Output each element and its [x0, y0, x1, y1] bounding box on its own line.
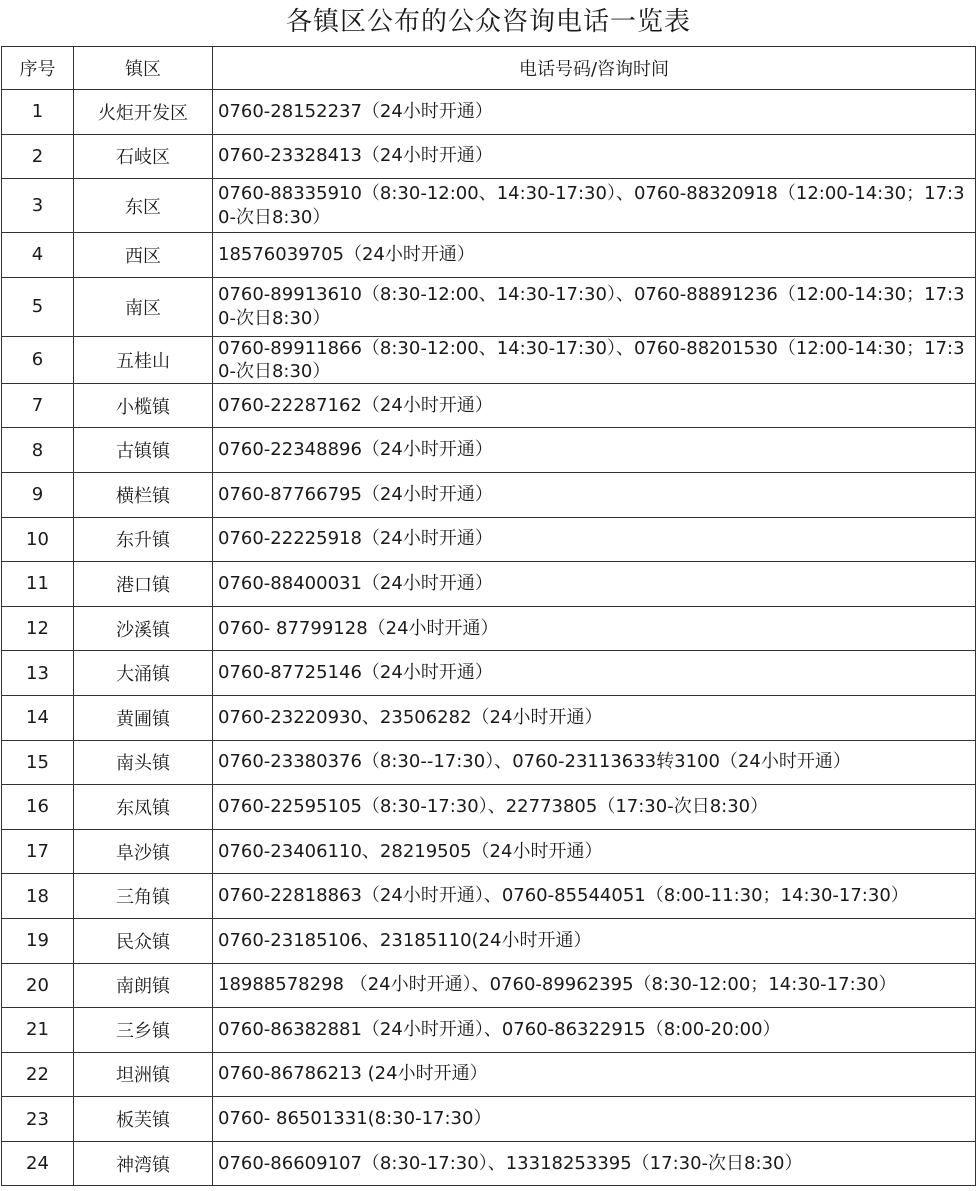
- table-row: [2, 740, 976, 785]
- page-title: 各镇区公布的公众咨询电话一览表: [285, 7, 691, 37]
- row-phone: 0760-23220930、23506282（24小时开通）: [213, 695, 976, 740]
- table-row: [2, 562, 976, 607]
- row-number: 7: [2, 383, 74, 428]
- row-town: 东凤镇: [74, 785, 213, 830]
- table-row: [2, 1097, 976, 1142]
- table-row: [2, 428, 976, 473]
- table-header-row: [2, 47, 976, 90]
- row-number: 10: [2, 517, 74, 562]
- row-town: 沙溪镇: [74, 606, 213, 651]
- table-row: [2, 963, 976, 1008]
- row-town: 大涌镇: [74, 651, 213, 696]
- row-number: 22: [2, 1052, 74, 1097]
- table-row: [2, 918, 976, 963]
- row-phone: 0760-87725146（24小时开通）: [213, 651, 976, 696]
- table-row: [2, 179, 976, 233]
- row-phone: 0760-22818863（24小时开通）、0760-85544051（8:00-11:30；14:30-17:30）: [213, 874, 976, 919]
- row-number: 17: [2, 829, 74, 874]
- row-town: 民众镇: [74, 918, 213, 963]
- row-phone: 0760-23185106、23185110(24小时开通）: [213, 918, 976, 963]
- table-row: [2, 695, 976, 740]
- row-phone: 0760-89911866（8:30-12:00、14:30-17:30）、0760-88201530（12:00-14:30；17:30-次日8:30）: [213, 336, 976, 383]
- row-phone: 0760-87766795（24小时开通）: [213, 472, 976, 517]
- row-number: 24: [2, 1141, 74, 1186]
- table-row: [2, 651, 976, 696]
- row-number: 14: [2, 695, 74, 740]
- row-town: 东区: [74, 179, 213, 233]
- table-row: [2, 1141, 976, 1186]
- row-phone: 0760-23380376（8:30--17:30）、0760-23113633转3100（24小时开通）: [213, 740, 976, 785]
- table-row: [2, 277, 976, 336]
- row-number: 2: [2, 134, 74, 179]
- row-town: 南区: [74, 277, 213, 336]
- row-phone: 0760-22348896（24小时开通）: [213, 428, 976, 473]
- row-phone: 0760-22225918（24小时开通）: [213, 517, 976, 562]
- row-town: 横栏镇: [74, 472, 213, 517]
- header-serial-number: 序号: [2, 47, 74, 90]
- table-row: [2, 1008, 976, 1053]
- row-number: 23: [2, 1097, 74, 1142]
- table-row: [2, 874, 976, 919]
- row-phone: 0760-22595105（8:30-17:30）、22773805（17:30-次日8:30）: [213, 785, 976, 830]
- table-row: [2, 1052, 976, 1097]
- row-number: 20: [2, 963, 74, 1008]
- table-row: [2, 233, 976, 278]
- row-town: 港口镇: [74, 562, 213, 607]
- row-number: 1: [2, 90, 74, 135]
- row-town: 小榄镇: [74, 383, 213, 428]
- row-phone: 0760-88335910（8:30-12:00、14:30-17:30）、0760-88320918（12:00-14:30；17:30-次日8:30）: [213, 179, 976, 233]
- row-phone: 18576039705（24小时开通）: [213, 233, 976, 278]
- row-town: 坦洲镇: [74, 1052, 213, 1097]
- row-number: 15: [2, 740, 74, 785]
- header-town: 镇区: [74, 47, 213, 90]
- row-number: 5: [2, 277, 74, 336]
- row-phone: 0760-28152237（24小时开通）: [213, 90, 976, 135]
- table-row: [2, 134, 976, 179]
- row-phone: 0760-23406110、28219505（24小时开通）: [213, 829, 976, 874]
- row-town: 黄圃镇: [74, 695, 213, 740]
- row-phone: 18988578298 （24小时开通）、0760-89962395（8:30-12:00；14:30-17:30）: [213, 963, 976, 1008]
- table-row: [2, 606, 976, 651]
- table-row: [2, 785, 976, 830]
- row-number: 6: [2, 336, 74, 383]
- row-town: 神湾镇: [74, 1141, 213, 1186]
- row-town: 西区: [74, 233, 213, 278]
- table-row: [2, 90, 976, 135]
- row-number: 4: [2, 233, 74, 278]
- row-phone: 0760- 87799128（24小时开通）: [213, 606, 976, 651]
- row-town: 南朗镇: [74, 963, 213, 1008]
- row-number: 9: [2, 472, 74, 517]
- row-phone: 0760-22287162（24小时开通）: [213, 383, 976, 428]
- table-row: [2, 383, 976, 428]
- row-town: 三乡镇: [74, 1008, 213, 1053]
- row-town: 阜沙镇: [74, 829, 213, 874]
- hotline-table: [1, 46, 976, 1186]
- row-town: 五桂山: [74, 336, 213, 383]
- row-number: 18: [2, 874, 74, 919]
- table-row: [2, 517, 976, 562]
- row-phone: 0760-86786213 (24小时开通）: [213, 1052, 976, 1097]
- row-town: 古镇镇: [74, 428, 213, 473]
- row-number: 11: [2, 562, 74, 607]
- row-phone: 0760- 86501331(8:30-17:30）: [213, 1097, 976, 1142]
- row-phone: 0760-88400031（24小时开通）: [213, 562, 976, 607]
- row-number: 16: [2, 785, 74, 830]
- row-town: 三角镇: [74, 874, 213, 919]
- row-town: 石岐区: [74, 134, 213, 179]
- row-town: 板芙镇: [74, 1097, 213, 1142]
- row-number: 21: [2, 1008, 74, 1053]
- row-number: 19: [2, 918, 74, 963]
- row-town: 火炬开发区: [74, 90, 213, 135]
- table-row: [2, 472, 976, 517]
- row-phone: 0760-86382881（24小时开通）、0760-86322915（8:00-20:00）: [213, 1008, 976, 1053]
- row-town: 南头镇: [74, 740, 213, 785]
- row-phone: 0760-86609107（8:30-17:30）、13318253395（17:30-次日8:30）: [213, 1141, 976, 1186]
- table-row: [2, 336, 976, 383]
- table-row: [2, 829, 976, 874]
- header-phone-hours: 电话号码/咨询时间: [213, 47, 976, 90]
- row-phone: 0760-89913610（8:30-12:00、14:30-17:30）、0760-88891236（12:00-14:30；17:30-次日8:30）: [213, 277, 976, 336]
- row-town: 东升镇: [74, 517, 213, 562]
- row-number: 8: [2, 428, 74, 473]
- row-number: 3: [2, 179, 74, 233]
- row-phone: 0760-23328413（24小时开通）: [213, 134, 976, 179]
- row-number: 12: [2, 606, 74, 651]
- row-number: 13: [2, 651, 74, 696]
